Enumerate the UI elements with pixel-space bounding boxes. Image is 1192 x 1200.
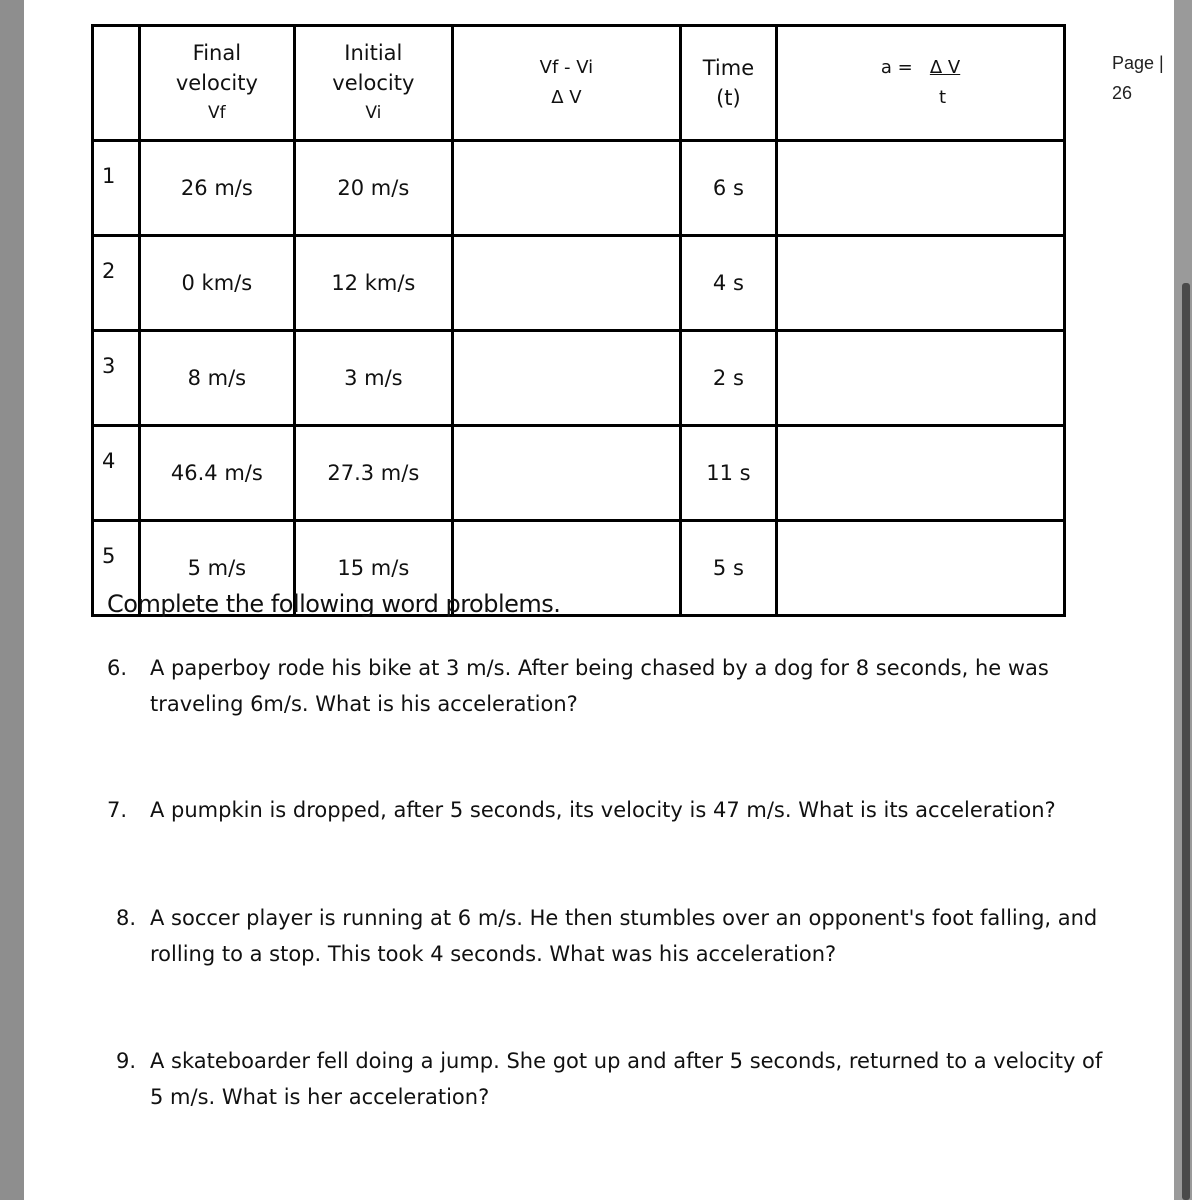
page-number-value: 26	[1112, 83, 1133, 103]
table-row	[94, 142, 1063, 234]
problem-text: A paperboy rode his bike at 3 m/s. After being chased by a dog for 8 seconds, he was traveling 6m/s. What is his acceleration?	[150, 656, 1049, 716]
row-number: 1	[94, 142, 138, 234]
header-final-velocity: Final velocity Vf	[141, 27, 292, 139]
problem-number: 8.	[116, 906, 137, 930]
final-velocity-cell: 5 m/s	[141, 522, 292, 614]
final-velocity-cell: 46.4 m/s	[141, 427, 292, 519]
final-velocity-cell: 8 m/s	[141, 332, 292, 424]
final-velocity-cell: 0 km/s	[141, 237, 292, 329]
header-time: Time (t)	[682, 27, 775, 139]
problem-text: A soccer player is running at 6 m/s. He then stumbles over an opponent's foot falling, and rolling to a stop. This took 4 seconds. What was his acceleration?	[150, 906, 1098, 966]
problem-number: 9.	[116, 1049, 137, 1073]
delta-v-cell[interactable]	[454, 142, 679, 234]
table-header-row	[94, 27, 1063, 139]
delta-v-cell[interactable]	[454, 427, 679, 519]
table-row	[94, 237, 1063, 329]
word-problem	[116, 1043, 1116, 1115]
word-problem	[116, 900, 1116, 972]
initial-velocity-cell: 20 m/s	[296, 142, 451, 234]
delta-v-cell[interactable]	[454, 332, 679, 424]
page-number-label: Page |	[1112, 53, 1164, 73]
problem-text: A pumpkin is dropped, after 5 seconds, its velocity is 47 m/s. What is its acceleration?	[150, 798, 1056, 822]
time-cell: 2 s	[682, 332, 775, 424]
initial-velocity-cell: 27.3 m/s	[296, 427, 451, 519]
acceleration-cell[interactable]	[778, 332, 1063, 424]
problem-number: 6.	[107, 656, 128, 680]
header-num	[94, 27, 138, 139]
acceleration-table	[91, 24, 1066, 617]
initial-velocity-cell: 3 m/s	[296, 332, 451, 424]
accel-denominator: t	[939, 87, 947, 108]
row-number: 3	[94, 332, 138, 424]
time-cell: 11 s	[682, 427, 775, 519]
header-acceleration	[778, 27, 1063, 139]
acceleration-cell[interactable]	[778, 522, 1063, 614]
row-number: 4	[94, 427, 138, 519]
final-velocity-cell: 26 m/s	[141, 142, 292, 234]
word-problem	[107, 650, 1117, 722]
header-initial-velocity: Initial velocity Vi	[296, 27, 451, 139]
time-cell: 6 s	[682, 142, 775, 234]
row-number: 5	[94, 522, 138, 614]
word-problems-heading: Complete the following word problems.	[107, 590, 561, 618]
row-number: 2	[94, 237, 138, 329]
delta-v-cell[interactable]	[454, 237, 679, 329]
table-row	[94, 427, 1063, 519]
initial-velocity-cell: 12 km/s	[296, 237, 451, 329]
accel-numerator: Δ V	[929, 57, 961, 78]
page-number	[1112, 48, 1172, 108]
acceleration-cell[interactable]	[778, 142, 1063, 234]
word-problem	[107, 792, 1117, 828]
acceleration-cell[interactable]	[778, 237, 1063, 329]
time-cell: 5 s	[682, 522, 775, 614]
problem-text: A skateboarder fell doing a jump. She got up and after 5 seconds, returned to a velocity of 5 m/s. What is her acceleration?	[150, 1049, 1103, 1109]
vertical-scrollbar-thumb[interactable]	[1182, 283, 1190, 1200]
accel-prefix: a =	[880, 57, 913, 78]
table-row	[94, 332, 1063, 424]
header-delta-v: Vf - Vi Δ V	[454, 27, 679, 139]
initial-velocity-cell: 15 m/s	[296, 522, 451, 614]
acceleration-cell[interactable]	[778, 427, 1063, 519]
problem-number: 7.	[107, 798, 128, 822]
time-cell: 4 s	[682, 237, 775, 329]
